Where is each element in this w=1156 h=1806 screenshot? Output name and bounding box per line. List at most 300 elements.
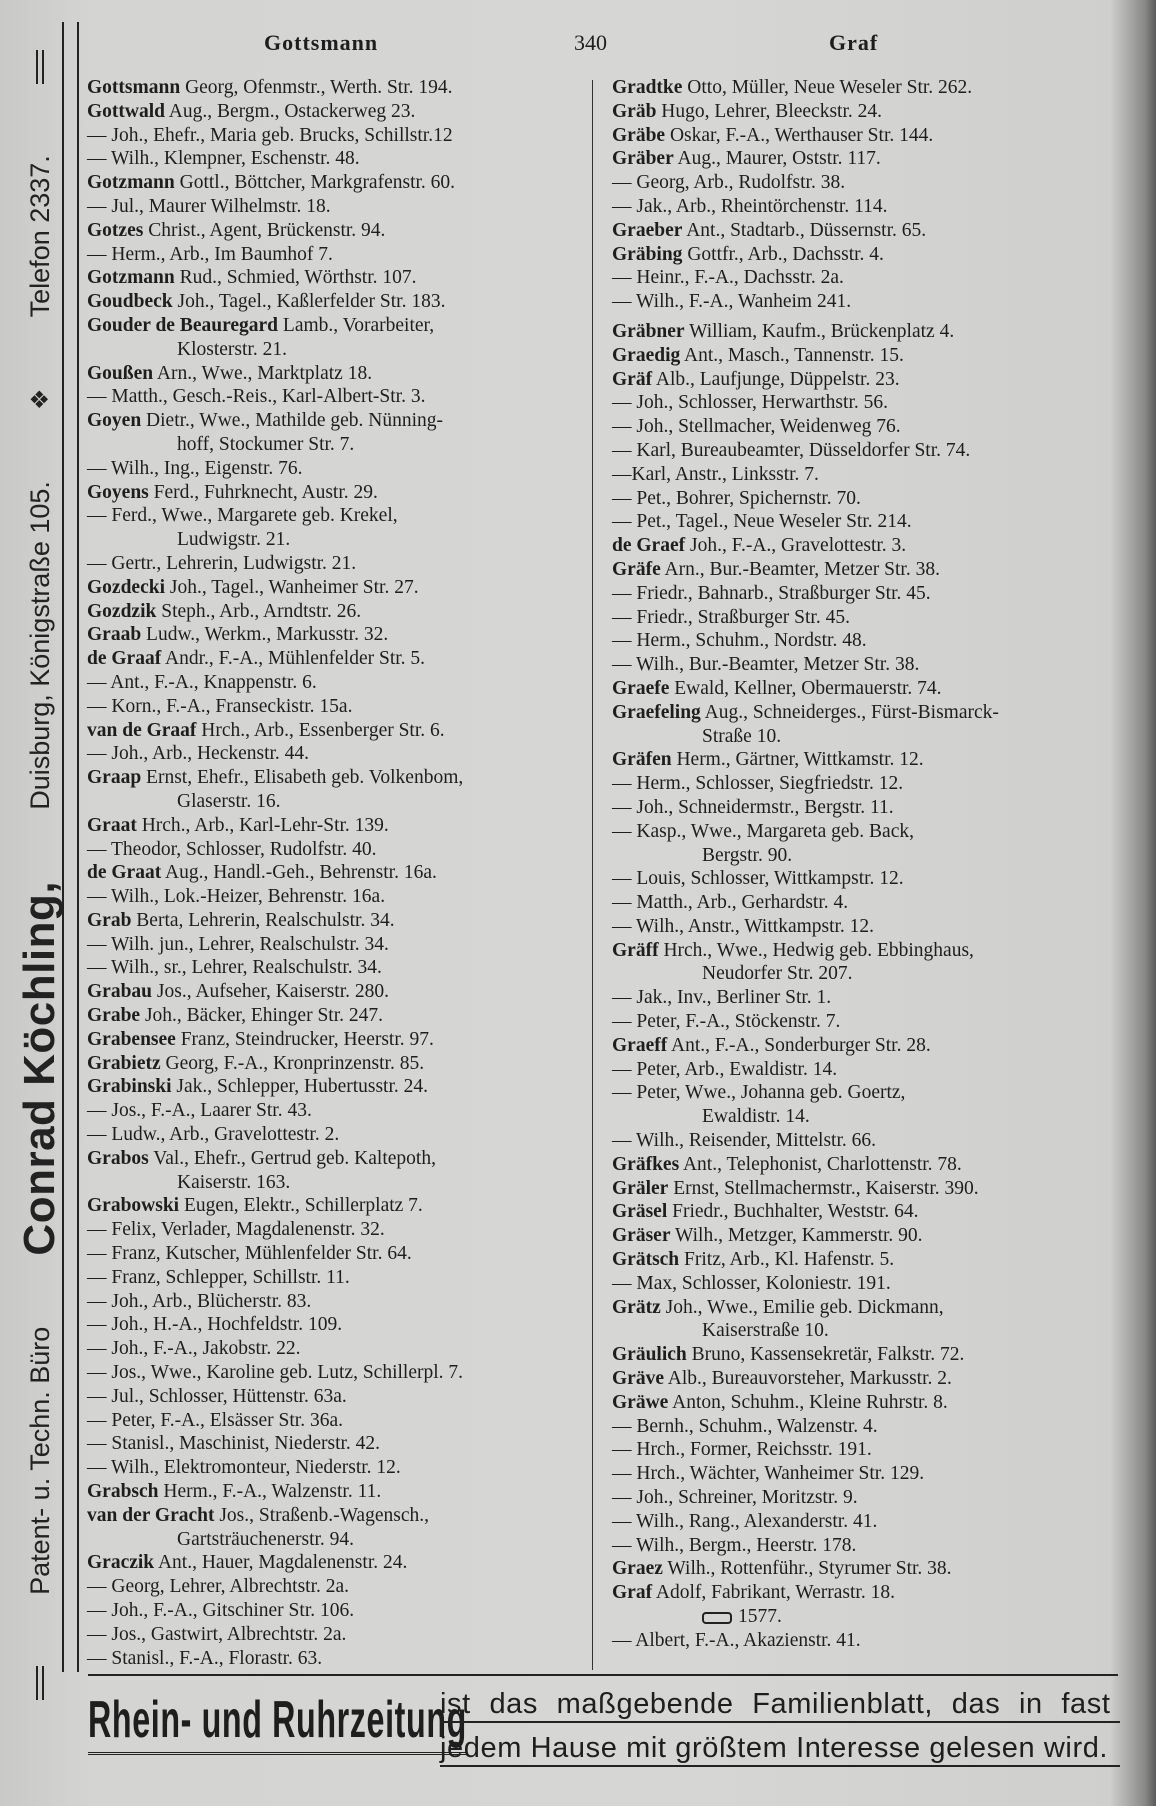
directory-entry: [612, 582, 1132, 606]
surname: Grabsch: [87, 1481, 159, 1503]
directory-entry: [612, 76, 1132, 100]
entry-continuation: [612, 1319, 1132, 1343]
directory-entry: [612, 195, 1132, 219]
entry-continuation: [612, 1605, 1132, 1629]
surname: Grätsch: [612, 1249, 680, 1271]
directory-entry: [87, 385, 587, 409]
directory-entry: [612, 1581, 1132, 1605]
banner-address: Duisburg, Königstraße 105.: [24, 481, 55, 810]
directory-entry: [87, 362, 587, 386]
surname: Gräfe: [612, 558, 661, 580]
directory-entry: [87, 1242, 587, 1266]
surname: Graap: [87, 767, 142, 789]
entry-details: — Hrch., Former, Reichsstr. 191.: [612, 1439, 872, 1461]
surname: Gräulich: [612, 1344, 687, 1366]
entry-details: — Kasp., Wwe., Margareta geb. Back,: [612, 820, 914, 842]
directory-entry: [612, 1177, 1132, 1201]
directory-entry: [87, 219, 587, 243]
entry-details: Gartsträuchenerstr. 94.: [177, 1528, 355, 1550]
entry-details: Joh., F.-A., Gravelottestr. 3.: [685, 535, 907, 557]
entry-details: — Herm., Schlosser, Siegfriedstr. 12.: [612, 773, 904, 795]
directory-entry: [87, 1361, 587, 1385]
surname: Gräwe: [612, 1391, 669, 1413]
surname: Goudbeck: [87, 291, 173, 313]
directory-entry: [87, 1599, 587, 1623]
surname: Gozdecki: [87, 576, 165, 598]
directory-entry: [612, 915, 1132, 939]
surname: Gräsel: [612, 1201, 668, 1223]
directory-entry: [612, 1534, 1132, 1558]
surname: Goyens: [87, 481, 149, 503]
right-column: [612, 76, 1132, 1653]
entry-details: — Stanisl., Maschinist, Niederstr. 42.: [87, 1433, 381, 1455]
entry-details: Ant., Masch., Tannenstr. 15.: [680, 344, 904, 366]
entry-details: — Wilh., Lok.-Heizer, Behrenstr. 16a.: [87, 886, 386, 908]
entry-details: Jak., Schlepper, Hubertusstr. 24.: [171, 1076, 429, 1098]
directory-entry: [612, 391, 1132, 415]
directory-entry: [87, 457, 587, 481]
directory-entry: [612, 1462, 1132, 1486]
entry-details: — Herm., Schuhm., Nordstr. 48.: [612, 630, 867, 652]
entry-details: — Joh., Arb., Heckenstr. 44.: [87, 743, 310, 765]
surname: Gottwald: [87, 100, 165, 122]
directory-entry: [87, 576, 587, 600]
entry-details: Franz, Steindrucker, Heerstr. 97.: [175, 1028, 434, 1050]
entry-details: — Wilh., Elektromonteur, Niederstr. 12.: [87, 1457, 401, 1479]
entry-details: — Ludw., Arb., Gravelottestr. 2.: [87, 1124, 340, 1146]
entry-details: Hrch., Arb., Karl-Lehr-Str. 139.: [136, 814, 389, 836]
directory-entry: [612, 653, 1132, 677]
directory-entry: [612, 1058, 1132, 1082]
directory-entry: [612, 415, 1132, 439]
directory-entry: [87, 719, 587, 743]
entry-details: William, Kaufm., Brückenplatz 4.: [684, 320, 955, 342]
surname: Gottsmann: [87, 77, 181, 98]
directory-entry: [87, 1432, 587, 1456]
entry-details: Ewaldistr. 14.: [702, 1106, 810, 1128]
surname: Grätz: [612, 1296, 661, 1318]
entry-details: — Pet., Bohrer, Spichernstr. 70.: [612, 487, 861, 509]
directory-entry: [612, 290, 1132, 314]
entry-details: — Joh., H.-A., Hochfeldstr. 109.: [87, 1314, 343, 1336]
bottom-rule: [88, 1674, 1118, 1676]
directory-entry: [612, 939, 1132, 963]
surname: Graez: [612, 1558, 663, 1580]
directory-entry: [87, 1266, 587, 1290]
entry-details: Gottfr., Arb., Dachsstr. 4.: [682, 243, 884, 265]
entry-details: — Friedr., Straßburger Str. 45.: [612, 606, 850, 628]
surname: Gräb: [612, 100, 657, 122]
entry-details: Ludw., Werkm., Markusstr. 32.: [141, 624, 389, 646]
banner-text: Patent- u. Techn. Büro: [24, 1326, 55, 1595]
entry-continuation: [87, 338, 587, 362]
entry-details: — Ferd., Wwe., Margarete geb. Krekel,: [87, 505, 398, 527]
directory-entry: [612, 368, 1132, 392]
entry-details: — Joh., Arb., Blücherstr. 83.: [87, 1290, 312, 1312]
surname: Graefe: [612, 677, 670, 699]
directory-entry: [87, 838, 587, 862]
entry-details: Arn., Bur.-Beamter, Metzer Str. 38.: [660, 558, 940, 580]
directory-entry: [87, 956, 587, 980]
entry-details: — Jul., Maurer Wilhelmstr. 18.: [87, 195, 331, 217]
directory-entry: [612, 891, 1132, 915]
directory-entry: [612, 1200, 1132, 1224]
directory-entry: [612, 701, 1132, 725]
entry-continuation: [612, 962, 1132, 986]
surname: Gradtke: [612, 77, 683, 98]
directory-entry: [612, 439, 1132, 463]
directory-entry: [612, 1510, 1132, 1534]
directory-entry: [87, 1194, 587, 1218]
entry-details: — Louis, Schlosser, Wittkampstr. 12.: [612, 868, 904, 890]
directory-entry: [87, 909, 587, 933]
entry-details: Joh., Wwe., Emilie geb. Dickmann,: [660, 1296, 944, 1318]
entry-details: Georg, Ofenmstr., Werth. Str. 194.: [180, 77, 453, 98]
surname: Grabos: [87, 1147, 149, 1169]
entry-continuation: [87, 1171, 587, 1195]
directory-entry: [612, 1272, 1132, 1296]
directory-entry: [87, 861, 587, 885]
entry-details: Straße 10.: [702, 725, 782, 747]
entry-details: Ant., F.-A., Sonderburger Str. 28.: [667, 1034, 931, 1056]
entry-details: — Gertr., Lehrerin, Ludwigstr. 21.: [87, 552, 357, 574]
directory-entry: [87, 647, 587, 671]
entry-details: — Peter, F.-A., Elsässer Str. 36a.: [87, 1409, 344, 1431]
advert-title: Rhein- und Ruhrzeitung: [88, 1690, 467, 1755]
surname: Goußen: [87, 362, 154, 384]
directory-entry: [87, 1385, 587, 1409]
directory-entry: [87, 147, 587, 171]
entry-details: Fritz, Arb., Kl. Hafenstr. 5.: [679, 1249, 895, 1271]
entry-details: — Wilh., F.-A., Wanheim 241.: [612, 291, 852, 313]
entry-details: Anton, Schuhm., Kleine Ruhrstr. 8.: [668, 1391, 948, 1413]
entry-details: — Herm., Arb., Im Baumhof 7.: [87, 243, 333, 265]
entry-details: — Wilh., Reisender, Mittelstr. 66.: [612, 1130, 877, 1152]
directory-entry: [87, 1004, 587, 1028]
entry-details: — Joh., Schlosser, Herwarthstr. 56.: [612, 392, 888, 414]
directory-entry: [87, 1147, 587, 1171]
directory-entry: [612, 1343, 1132, 1367]
directory-entry: [612, 1557, 1132, 1581]
surname: Goyen: [87, 410, 142, 432]
entry-details: Alb., Laufjunge, Düppelstr. 23.: [652, 368, 900, 390]
entry-details: Joh., Bäcker, Ehinger Str. 247.: [140, 1005, 384, 1027]
entry-details: Hrch., Arb., Essenberger Str. 6.: [196, 719, 445, 741]
directory-entry: [612, 1629, 1132, 1653]
directory-entry: [612, 629, 1132, 653]
surname: de Graat: [87, 862, 162, 884]
surname: de Graef: [612, 535, 686, 557]
banner-company-name: Conrad Köchling,: [15, 880, 64, 1256]
banner-telephone: Telefon 2337.: [24, 155, 55, 318]
entry-details: Val., Ehefr., Gertrud geb. Kaltepoth,: [148, 1147, 436, 1169]
directory-entry: [87, 171, 587, 195]
surname: Gräff: [612, 939, 659, 961]
directory-entry: [612, 1034, 1132, 1058]
directory-entry: [87, 1290, 587, 1314]
directory-entry: [612, 1129, 1132, 1153]
directory-entry: [612, 986, 1132, 1010]
entry-details: hoff, Stockumer Str. 7.: [177, 433, 355, 455]
surname: de Graaf: [87, 648, 162, 670]
surname: Gotzmann: [87, 267, 175, 289]
entry-continuation: [87, 433, 587, 457]
directory-entry: [612, 463, 1132, 487]
directory-entry: [87, 695, 587, 719]
surname: Gouder de Beauregard: [87, 314, 279, 336]
entry-details: Dietr., Wwe., Mathilde geb. Nünning-: [141, 410, 444, 432]
directory-entry: [87, 933, 587, 957]
entry-details: — Joh., F.-A., Gitschiner Str. 106.: [87, 1600, 355, 1621]
entry-details: Christ., Agent, Brückenstr. 94.: [143, 219, 386, 241]
entry-details: Aug., Handl.-Geh., Behrenstr. 16a.: [161, 862, 437, 884]
entry-details: Wilh., Rottenführ., Styrumer Str. 38.: [662, 1558, 952, 1580]
entry-continuation: [87, 790, 587, 814]
entry-details: — Korn., F.-A., Franseckistr. 15a.: [87, 695, 353, 717]
directory-entry: [612, 748, 1132, 772]
entry-details: Kaiserstr. 163.: [177, 1171, 291, 1193]
left-running-head: Gottsmann: [264, 30, 379, 55]
entry-details: — Peter, Wwe., Johanna geb. Goertz,: [612, 1082, 906, 1104]
entry-details: Joh., Tagel., Wanheimer Str. 27.: [165, 576, 419, 598]
left-column: [87, 76, 587, 1670]
directory-entry: [612, 1224, 1132, 1248]
directory-entry: [87, 76, 587, 100]
entry-details: 1577.: [738, 1606, 782, 1627]
column-divider: [592, 80, 593, 1670]
entry-details: Ant., Stadtarb., Düssernstr. 65.: [682, 219, 927, 241]
entry-details: Gottl., Böttcher, Markgrafenstr. 60.: [174, 172, 456, 194]
directory-entry: [87, 1504, 587, 1528]
entry-details: Ernst, Stellmachermstr., Kaiserstr. 390.: [668, 1177, 979, 1199]
entry-details: Hugo, Lehrer, Bleeckstr. 24.: [656, 100, 882, 122]
entry-details: Glaserstr. 16.: [177, 790, 281, 812]
entry-details: — Karl, Bureaubeamter, Düsseldorfer Str. 74.: [612, 439, 971, 461]
directory-entry: [87, 266, 587, 290]
entry-details: — Jos., Gastwirt, Albrechtstr. 2a.: [87, 1623, 347, 1645]
entry-details: Steph., Arb., Arndtstr. 26.: [156, 600, 362, 622]
surname: Graat: [87, 814, 137, 836]
directory-entry: [612, 344, 1132, 368]
directory-entry: [87, 290, 587, 314]
right-running-head: Graf: [829, 30, 879, 55]
entry-details: — Jak., Inv., Berliner Str. 1.: [612, 987, 832, 1009]
entry-details: Lamb., Vorarbeiter,: [278, 314, 435, 336]
entry-details: — Peter, F.-A., Stöckenstr. 7.: [612, 1011, 841, 1033]
directory-entry: [612, 219, 1132, 243]
directory-entry: [612, 1391, 1132, 1415]
entry-details: Andr., F.-A., Mühlenfelder Str. 5.: [161, 648, 426, 670]
entry-details: — Jul., Schlosser, Hüttenstr. 63a.: [87, 1385, 347, 1407]
entry-details: Aug., Bergm., Ostackerweg 23.: [165, 100, 416, 122]
surname: Graedig: [612, 344, 681, 366]
directory-entry: [87, 409, 587, 433]
entry-details: — Jos., F.-A., Laarer Str. 43.: [87, 1100, 312, 1122]
directory-entry: [87, 885, 587, 909]
directory-entry: [87, 1218, 587, 1242]
border-line: [77, 22, 79, 1672]
surname: Gräfkes: [612, 1153, 680, 1175]
directory-entry: [87, 1052, 587, 1076]
telephone-icon: [702, 1612, 732, 1624]
directory-entry: [612, 171, 1132, 195]
entry-details: — Ant., F.-A., Knappenstr. 6.: [87, 671, 317, 693]
entry-details: Ferd., Fuhrknecht, Austr. 29.: [148, 481, 378, 503]
border-line: [62, 22, 64, 1672]
directory-entry: [612, 1153, 1132, 1177]
entry-continuation: [87, 1528, 587, 1552]
entry-details: Friedr., Buchhalter, Weststr. 64.: [667, 1201, 919, 1223]
surname: Gotzes: [87, 219, 144, 241]
directory-entry: [87, 1313, 587, 1337]
entry-details: — Peter, Arb., Ewaldistr. 14.: [612, 1058, 838, 1080]
entry-details: — Wilh., Klempner, Eschenstr. 48.: [87, 148, 360, 170]
directory-entry: [612, 867, 1132, 891]
directory-entry: [87, 766, 587, 790]
surname: Grabinski: [87, 1076, 172, 1098]
directory-entry: [612, 534, 1132, 558]
surname: Graf: [612, 1582, 653, 1604]
directory-entry: [612, 320, 1132, 344]
entry-details: — Friedr., Bahnarb., Straßburger Str. 45.: [612, 582, 931, 604]
directory-entry: [87, 1028, 587, 1052]
directory-entry: [87, 314, 587, 338]
surname: Gräfen: [612, 749, 672, 771]
entry-details: Aug., Maurer, Oststr. 117.: [673, 148, 881, 170]
entry-continuation: [612, 725, 1132, 749]
directory-entry: [87, 1575, 587, 1599]
entry-details: Herm., Gärtner, Wittkamstr. 12.: [671, 749, 924, 771]
banner-rule: [36, 1666, 44, 1700]
directory-entry: [87, 504, 587, 528]
directory-entry: [612, 1248, 1132, 1272]
entry-details: — Wilh., sr., Lehrer, Realschulstr. 34.: [87, 957, 382, 979]
entry-details: — Joh., Ehefr., Maria geb. Brucks, Schillstr.12: [87, 124, 453, 146]
surname: Graefeling: [612, 701, 701, 723]
entry-details: Klosterstr. 21.: [177, 338, 287, 360]
directory-entry: [612, 1438, 1132, 1462]
entry-details: — Georg, Arb., Rudolfstr. 38.: [612, 172, 846, 194]
surname: Graab: [87, 624, 142, 646]
entry-details: — Albert, F.-A., Akazienstr. 41.: [612, 1629, 861, 1651]
directory-entry: [87, 1623, 587, 1647]
surname: Grabowski: [87, 1195, 180, 1217]
entry-details: Hrch., Wwe., Hedwig geb. Ebbinghaus,: [658, 939, 974, 961]
entry-details: — Matth., Arb., Gerhardstr. 4.: [612, 892, 849, 914]
entry-details: — Hrch., Wächter, Wanheimer Str. 129.: [612, 1463, 925, 1485]
entry-details: — Franz, Schlepper, Schillstr. 11.: [87, 1266, 350, 1288]
directory-entry: [87, 481, 587, 505]
entry-details: — Jos., Wwe., Karoline geb. Lutz, Schillerpl. 7.: [87, 1362, 464, 1384]
directory-entry: [612, 124, 1132, 148]
directory-entry: [87, 1337, 587, 1361]
entry-details: Georg, F.-A., Kronprinzenstr. 85.: [160, 1052, 425, 1074]
directory-entry: [87, 742, 587, 766]
directory-entry: [87, 1099, 587, 1123]
directory-entry: [612, 243, 1132, 267]
entry-details: Bruno, Kassensekretär, Falkstr. 72.: [686, 1344, 965, 1366]
directory-entry: [87, 195, 587, 219]
entry-details: — Wilh., Bur.-Beamter, Metzer Str. 38.: [612, 654, 920, 676]
directory-entry: [612, 487, 1132, 511]
surname: Gräbe: [612, 124, 666, 146]
directory-entry: [612, 558, 1132, 582]
entry-details: Ant., Telephonist, Charlottenstr. 78.: [679, 1153, 962, 1175]
entry-details: — Joh., Schneidermstr., Bergstr. 11.: [612, 796, 894, 818]
entry-details: Jos., Aufseher, Kaiserstr. 280.: [152, 981, 389, 1003]
surname: Gräf: [612, 368, 653, 390]
directory-entry: [612, 266, 1132, 290]
directory-entry: [87, 124, 587, 148]
entry-details: Otto, Müller, Neue Weseler Str. 262.: [682, 77, 973, 98]
page-number: 340: [574, 30, 607, 55]
entry-details: Rud., Schmied, Wörthstr. 107.: [174, 267, 417, 289]
entry-details: — Bernh., Schuhm., Walzenstr. 4.: [612, 1415, 878, 1437]
surname: Grabe: [87, 1005, 141, 1027]
directory-entry: [87, 552, 587, 576]
directory-entry: [87, 1075, 587, 1099]
entry-continuation: [87, 528, 587, 552]
surname: Gozdzik: [87, 600, 157, 622]
entry-details: Berta, Lehrerin, Realschulstr. 34.: [131, 909, 395, 931]
entry-details: — Heinr., F.-A., Dachsstr. 2a.: [612, 267, 844, 289]
banner-rule: [36, 50, 44, 84]
entry-details: — Matth., Gesch.-Reis., Karl-Albert-Str. 3.: [87, 386, 426, 408]
directory-entry: [612, 1296, 1132, 1320]
entry-details: Aug., Schneiderges., Fürst-Bismarck-: [700, 701, 999, 723]
entry-details: Joh., Tagel., Kaßlerfelder Str. 183.: [172, 291, 446, 313]
directory-entry: [87, 814, 587, 838]
entry-details: — Max, Schlosser, Koloniestr. 191.: [612, 1272, 891, 1294]
surname: Gotzmann: [87, 172, 175, 194]
entry-details: —Karl, Anstr., Linksstr. 7.: [612, 463, 819, 485]
entry-details: — Wilh., Anstr., Wittkampstr. 12.: [612, 915, 875, 937]
entry-details: — Theodor, Schlosser, Rudolfstr. 40.: [87, 838, 377, 860]
entry-details: — Wilh., Ing., Eigenstr. 76.: [87, 457, 303, 479]
surname: Grabietz: [87, 1052, 161, 1074]
entry-details: — Joh., Stellmacher, Weidenweg 76.: [612, 416, 901, 438]
entry-details: Alb., Bureauvorsteher, Markusstr. 2.: [663, 1368, 952, 1390]
page-header: [84, 30, 1124, 64]
surname: Gräbner: [612, 320, 685, 342]
entry-details: Ernst, Ehefr., Elisabeth geb. Volkenbom,: [141, 767, 464, 789]
entry-details: Eugen, Elektr., Schillerplatz 7.: [179, 1195, 423, 1217]
entry-continuation: [612, 844, 1132, 868]
entry-details: Oskar, F.-A., Werthauser Str. 144.: [665, 124, 934, 146]
directory-entry: [87, 980, 587, 1004]
directory-entry: [87, 1409, 587, 1433]
surname: Gräber: [612, 148, 674, 170]
entry-details: Adolf, Fabrikant, Werrastr. 18.: [652, 1582, 895, 1604]
surname: Graczik: [87, 1552, 155, 1574]
entry-continuation: [612, 1105, 1132, 1129]
directory-entry: [87, 1551, 587, 1575]
entry-details: Herm., F.-A., Walzenstr. 11.: [158, 1481, 382, 1503]
directory-entry: [87, 100, 587, 124]
entry-details: — Pet., Tagel., Neue Weseler Str. 214.: [612, 511, 912, 533]
directory-entry: [612, 820, 1132, 844]
directory-entry: [612, 1486, 1132, 1510]
directory-entry: [612, 510, 1132, 534]
directory-entry: [612, 1415, 1132, 1439]
entry-details: — Wilh., Bergm., Heerstr. 178.: [612, 1534, 857, 1556]
entry-details: Ewald, Kellner, Obermauerstr. 74.: [669, 677, 942, 699]
directory-entry: [612, 1010, 1132, 1034]
entry-details: Ludwigstr. 21.: [177, 529, 291, 551]
entry-details: Neudorfer Str. 207.: [702, 963, 853, 985]
entry-details: — Wilh., Rang., Alexanderstr. 41.: [612, 1510, 878, 1532]
directory-entry: [87, 600, 587, 624]
